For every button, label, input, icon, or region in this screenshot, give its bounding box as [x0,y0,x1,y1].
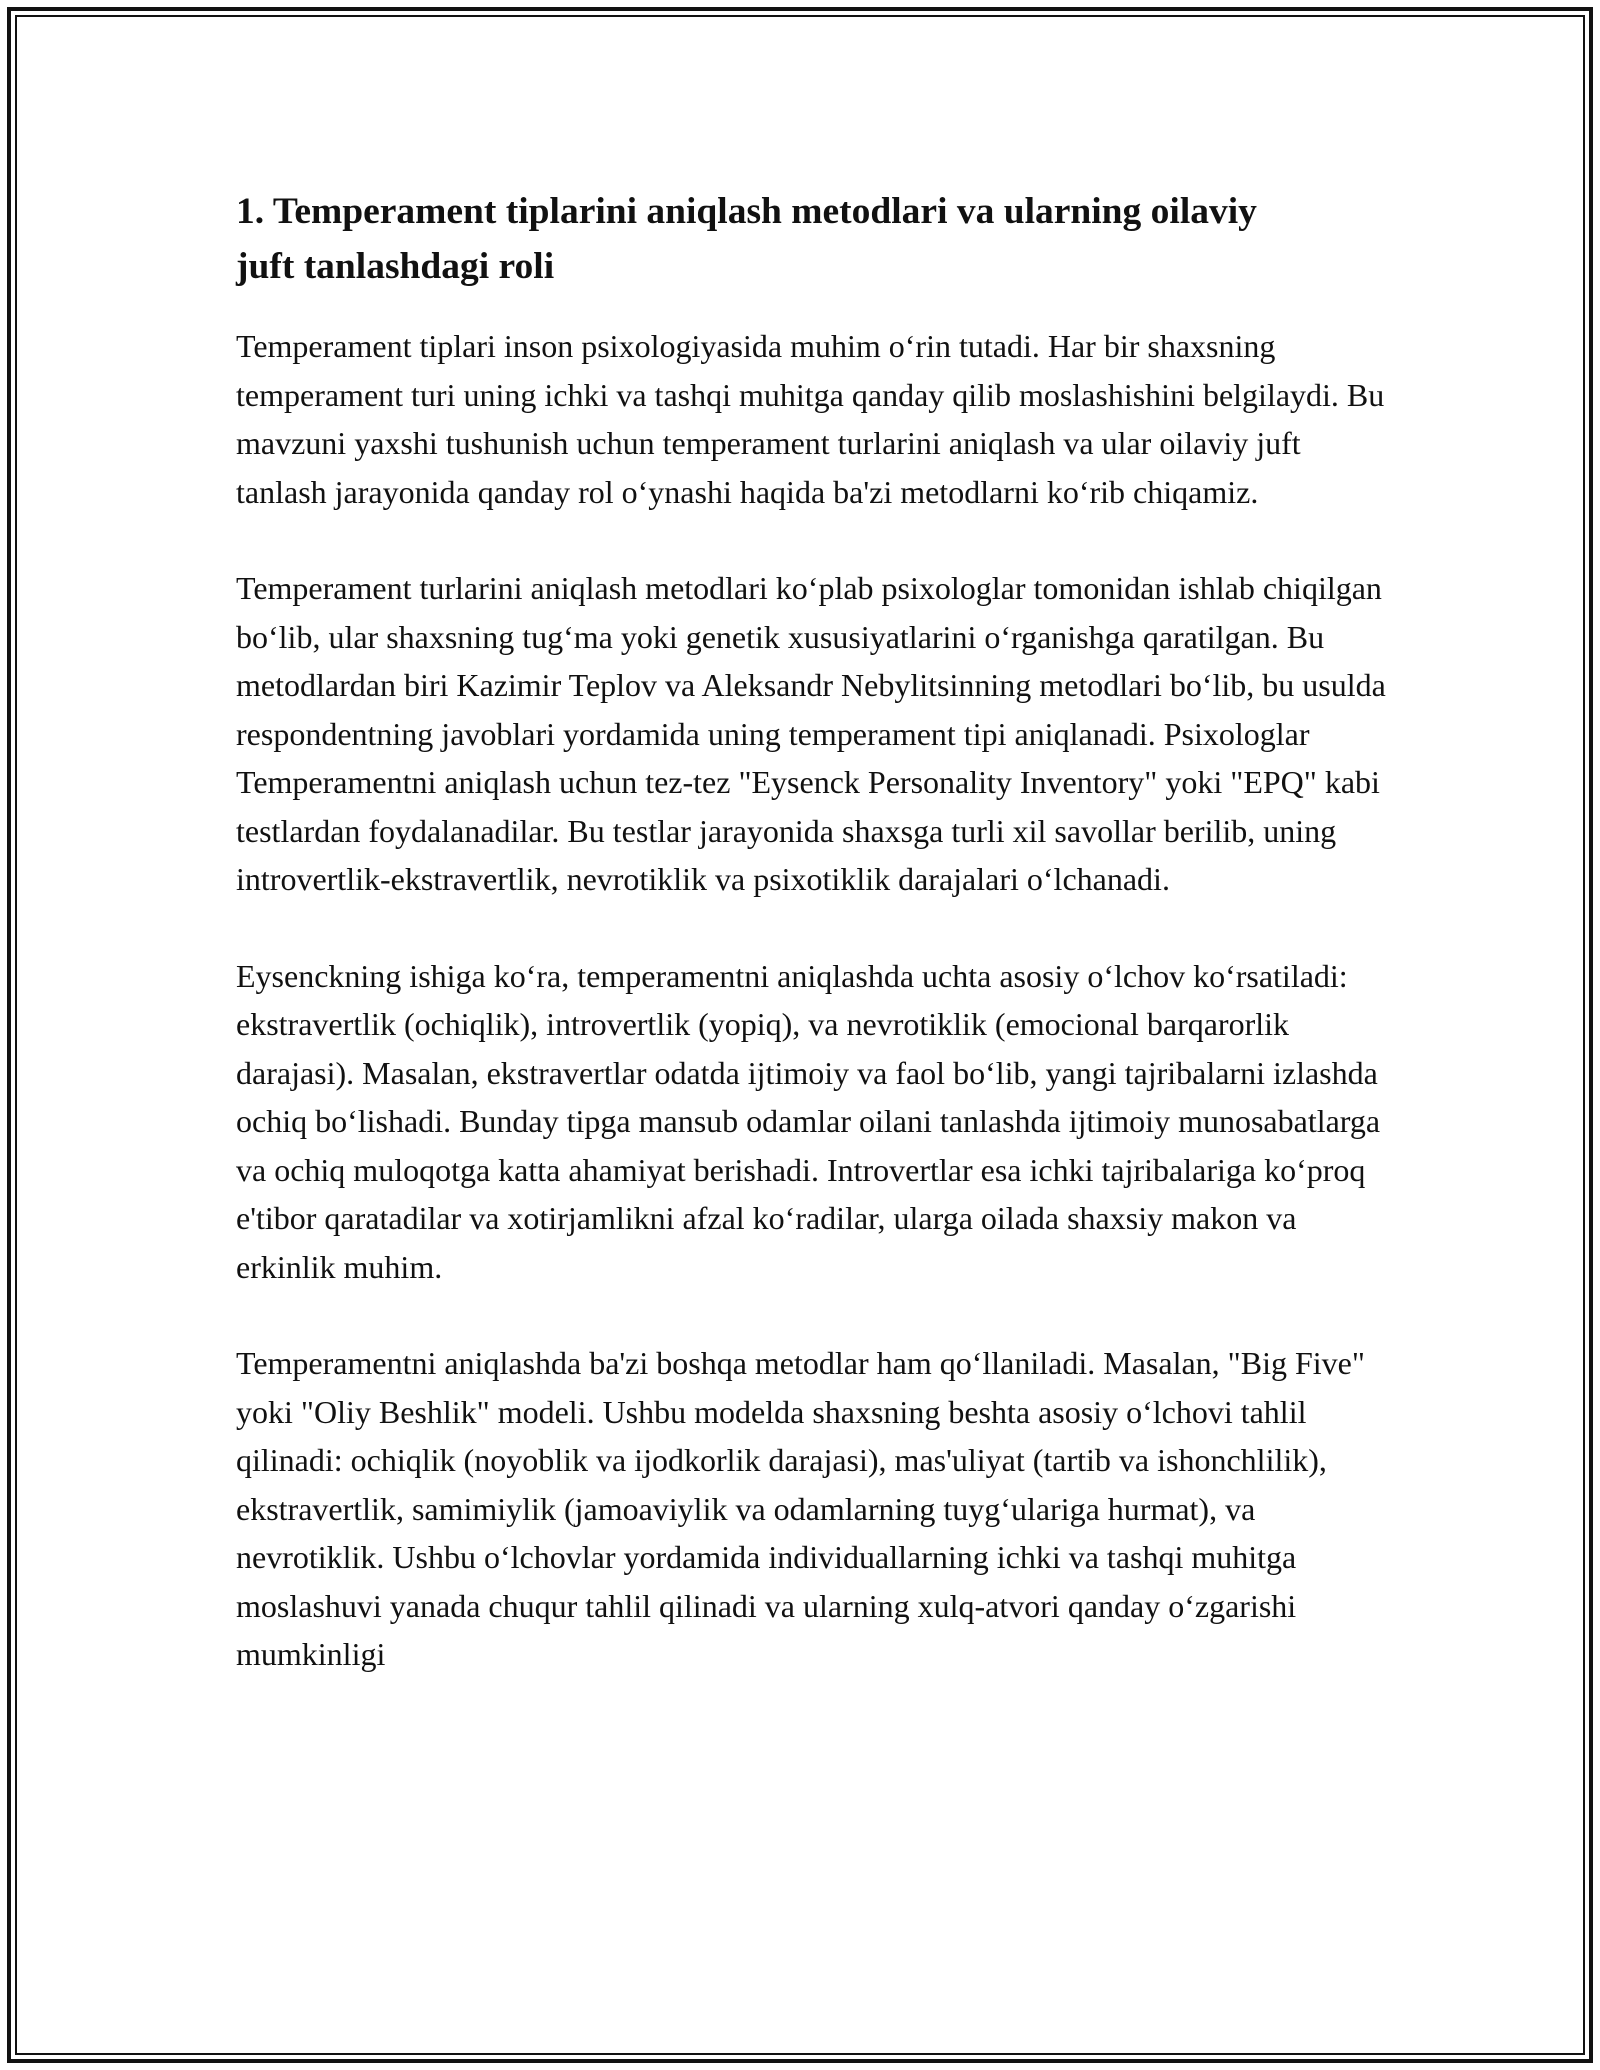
document-body [236,184,1386,1727]
paragraph-4: Temperamentni aniqlashda ba'zi boshqa metodlar ham qo‘llaniladi. Masalan, "Big Five" yoki "Oliy Beshlik" modeli. Ushbu modelda shaxsning beshta asosiy o‘lchovi tahlil qilinadi: ochiqlik (noyoblik va ijodkorlik darajasi), mas'uliyat (tartib va ishonchlilik), ekstravertlik, samimiylik (jamoaviylik va odamlarning tuyg‘ulariga hurmat), va nevrotiklik. Ushbu o‘lchovlar yordamida individuallarning ichki va tashqi muhitga moslashuvi yanada chuqur tahlil qilinadi va ularning xulq-atvori qanday o‘zgarishi mumkinligi [236,1345,1365,1672]
paragraph-3: Eysenckning ishiga ko‘ra, temperamentni aniqlashda uchta asosiy o‘lchov ko‘rsatiladi: ekstravertlik (ochiqlik), introvertlik (yopiq), va nevrotiklik (emocional barqarorlik darajasi). Masalan, ekstravertlar odatda ijtimoiy va faol bo‘lib, yangi tajribalarni izlashda ochiq bo‘lishadi. Bunday tipga mansub odamlar oilani tanlashda ijtimoiy munosabatlarga va ochiq muloqotga katta ahamiyat berishadi. Introvertlar esa ichki tajribalariga ko‘proq e'tibor qaratadilar va xotirjamlikni afzal ko‘radilar, ularga oilada shaxsiy makon va erkinlik muhim. [236,957,1381,1285]
section-heading: 1. Temperament tiplarini aniqlash metodlari va ularning oilaviy juft tanlashdagi roli [236,191,1257,287]
paragraph-1: Temperament tiplari inson psixologiyasida muhim o‘rin tutadi. Har bir shaxsning temperament turi uning ichki va tashqi muhitga qanday qilib moslashishini belgilaydi. Bu mavzuni yaxshi tushunish uchun temperament turlarini aniqlash va ular oilaviy juft tanlash jarayonida qanday rol o‘ynashi haqida ba'zi metodlarni ko‘rib chiqamiz. [236,328,1385,510]
paragraph-2: Temperament turlarini aniqlash metodlari ko‘plab psixologlar tomonidan ishlab chiqilgan bo‘lib, ular shaxsning tug‘ma yoki genetik xususiyatlarini o‘rganishga qaratilgan. Bu metodlardan biri Kazimir Teplov va Aleksandr Nebylitsinning metodlari bo‘lib, bu usulda respondentning javoblari yordamida uning temperament tipi aniqlanadi. Psixologlar Temperamentni aniqlash uchun tez-tez "Eysenck Personality Inventory" yoki "EPQ" kabi testlardan foydalanadilar. Bu testlar jarayonida shaxsga turli xil savollar berilib, uning introvertlik-ekstravertlik, nevrotiklik va psixotiklik darajalari o‘lchanadi. [236,570,1386,897]
